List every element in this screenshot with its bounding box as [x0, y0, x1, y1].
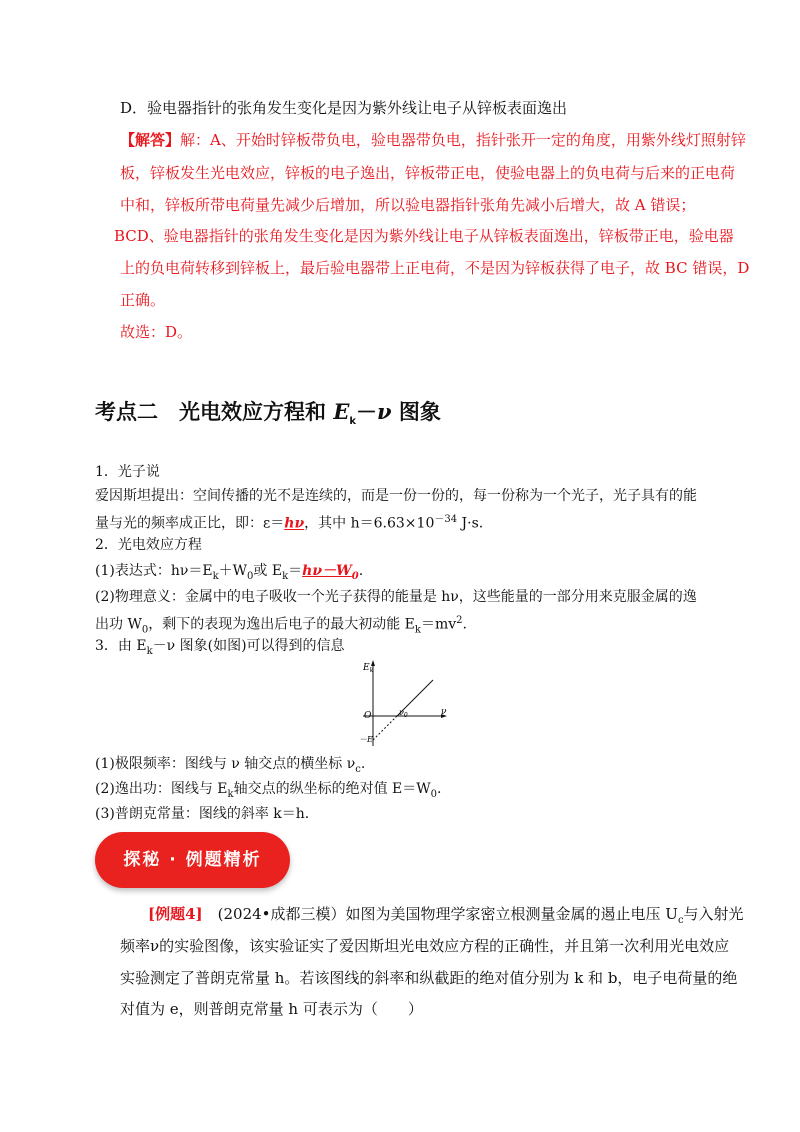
item-1-text-2: [95, 510, 483, 534]
p5d: 0: [247, 570, 254, 582]
p7d: k: [414, 624, 421, 636]
p7g: .: [462, 616, 467, 633]
p10d: 0: [430, 788, 438, 800]
p7e: ＝mv: [420, 616, 457, 633]
banner-label: 探秘 · 例题精析: [123, 850, 262, 870]
section-heading: [95, 396, 441, 427]
answer-line-1: [120, 130, 746, 150]
example-tag: [例题4]: [148, 905, 203, 923]
ek-v-graph: [355, 658, 450, 750]
example-1b: c: [677, 915, 684, 926]
heading-suffix: 图象: [391, 400, 441, 424]
item-2-expression: [95, 561, 363, 587]
p7b: 0: [141, 624, 149, 636]
neg-e-label: －E: [359, 735, 373, 744]
p3e: J·s.: [457, 515, 484, 532]
answer-tag: 【解答】: [120, 131, 181, 149]
p10b: k: [227, 788, 234, 800]
p3a: 量与光的频率成正比，即：ε＝: [95, 515, 285, 532]
heading-prefix: 考点二 光电效应方程和: [95, 400, 334, 424]
y-axis-arrow: [371, 660, 375, 666]
p7a: 出功 W: [95, 616, 142, 633]
example-1c: 与入射光: [683, 905, 744, 923]
p5b: k: [212, 570, 219, 582]
p8c: －ν 图象(如图)可以得到的信息: [152, 638, 345, 654]
item-3-point-1: [95, 754, 365, 780]
p5e: 或 E: [253, 563, 283, 579]
heading-v: ν: [376, 399, 392, 424]
formula-hv: hν: [284, 515, 305, 532]
answer-line-7: 故选：D。: [120, 323, 193, 341]
p5a: (1)表达式：hν＝E: [95, 563, 213, 579]
p10c: 轴交点的纵坐标的绝对值 E＝W: [233, 781, 431, 797]
answer-line-3: 中和，锌板所带电荷量先减少后增加，所以验电器指针张角先减小后增大，故 A 错误；: [120, 196, 696, 214]
x-label: ν: [441, 707, 447, 717]
item-3-point-3: (3)普朗克常量：图线的斜率 k＝h.: [95, 806, 310, 822]
p5j: .: [358, 563, 364, 579]
answer-line-6: 正确。: [120, 291, 166, 309]
item-1-title: 1．光子说: [95, 464, 160, 480]
heading-dash: －: [355, 400, 377, 424]
p5i: 0: [351, 570, 359, 582]
option-d: D．验电器指针的张角发生变化是因为紫外线让电子从锌板表面逸出: [120, 99, 568, 117]
item-2-title: 2．光电效应方程: [95, 537, 202, 553]
example-line-3: 实验测定了普朗克常量 h。若该图线的斜率和纵截距的绝对值分别为 k 和 b，电子电荷量的绝: [120, 969, 738, 987]
answer-line-5: 上的负电荷转移到锌板上，最后验电器带上正电荷，不是因为锌板获得了电子，故 BC 错误，D: [120, 259, 750, 277]
y-label: $E_k$: [363, 663, 374, 674]
p5c: ＋W: [218, 563, 248, 579]
item-3-point-2: [95, 779, 441, 805]
p9c: .: [360, 756, 366, 772]
v0-label: $\nu_0$: [399, 708, 408, 719]
answer-line-4: BCD、验电器指针的张角发生变化是因为紫外线让电子从锌板表面逸出，锌板带正电，验电器: [114, 227, 734, 245]
formula-hv-w0: [302, 563, 359, 582]
heading-ek: E: [333, 399, 350, 424]
p10e: .: [437, 781, 442, 797]
origin-label: O: [364, 711, 372, 721]
example-line-1: [148, 904, 744, 931]
p8b: k: [146, 645, 153, 657]
p9a: (1)极限频率：图线与 ν 轴交点的横坐标 ν: [95, 756, 356, 772]
p3d: －34: [434, 514, 458, 525]
p3c: ，其中 h＝6.63×10: [304, 515, 435, 532]
example-1a: (2024•成都三模）如图为美国物理学家密立根测量金属的遏止电压 U: [202, 905, 678, 923]
item-1-text-1: 爱因斯坦提出：空间传播的光不是连续的，而是一份一份的，每一份称为一个光子，光子具有的能: [95, 488, 697, 504]
p7c: ，剩下的表现为逸出后电子的最大初动能 E: [148, 616, 415, 633]
answer-line-2: 板，锌板发生光电效应，锌板的电子逸出，锌板带正电，使验电器上的负电荷与后来的正电荷: [120, 164, 736, 182]
p7f: 2: [456, 615, 463, 626]
p5g: ＝: [288, 563, 303, 579]
item-3-title: [95, 636, 345, 662]
p8a: 3．由 E: [95, 638, 147, 654]
p9b: c: [355, 763, 361, 775]
item-2-meaning-1: (2)物理意义：金属中的电子吸收一个光子获得的能量是 hν，这些能量的一部分用来克服金属的逸: [95, 589, 697, 605]
example-line-4: 对值为 e，则普朗克常量 h 可表示为（ ）: [120, 1000, 423, 1018]
example-line-2: 频率ν的实验图像，该实验证实了爱因斯坦光电效应方程的正确性，并且第一次利用光电效应: [120, 937, 730, 955]
p5h: hν－W: [302, 563, 352, 579]
heading-ek-sub: k: [349, 416, 356, 428]
p5f: k: [282, 570, 289, 582]
ek-line-extension: [373, 716, 397, 740]
p10a: (2)逸出功：图线与 E: [95, 781, 228, 797]
answer-text-1: 解：A、开始时锌板带负电，验电器带负电，指针张开一定的角度，用紫外线灯照射锌: [180, 131, 746, 149]
example-banner: [95, 832, 290, 888]
